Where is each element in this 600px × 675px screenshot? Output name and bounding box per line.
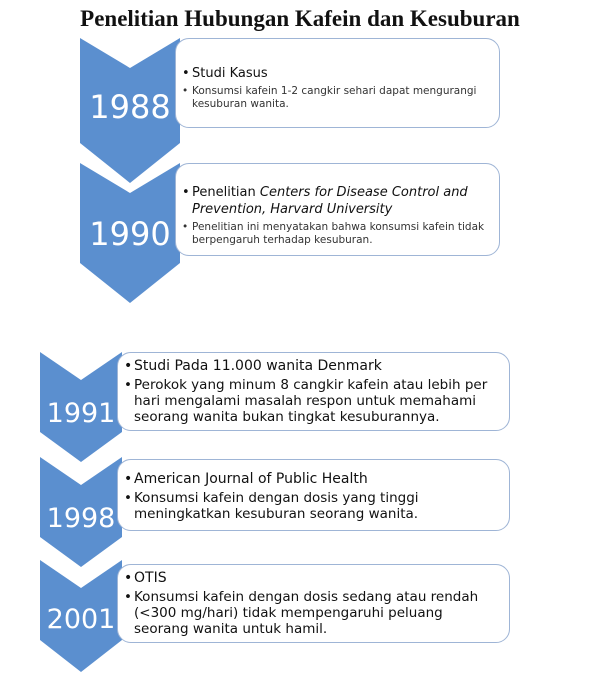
year-label: 1990 [89,215,171,253]
entry-heading [182,184,491,218]
year-label: 2001 [46,604,116,635]
year-label: 1988 [89,88,171,126]
entry-card [117,459,510,531]
entry-detail: • Konsumsi kafein 1-2 cangkir sehari dapat mengurangi kesuburan wanita. [182,85,491,111]
timeline-entry-1998 [40,457,510,567]
timeline-entry-1990 [80,163,500,308]
heading-prefix: Penelitian [192,185,256,200]
entry-heading: • Studi Kasus [182,65,491,82]
entry-detail: • Penelitian ini menyatakan bahwa konsumsi kafein tidak berpengaruh terhadap kesuburan. [182,221,491,247]
year-label: 1991 [46,398,116,429]
entry-detail: • Konsumsi kafein dengan dosis yang tinggi meningkatkan kesuburan seorang wanita. [124,490,501,522]
heading-institutions: Centers for Disease Control and Prevention, Harvard University [192,185,468,217]
entry-card [175,38,500,128]
entry-card [175,163,500,256]
entry-heading: • Studi Pada 11.000 wanita Denmark [124,357,501,375]
year-label: 1998 [46,503,116,534]
entry-detail: • Perokok yang minum 8 cangkir kafein atau lebih per hari mengalami masalah respon untuk memahami seorang wanita bukan tingkat kesuburannya. [124,377,501,425]
timeline-entry-1991 [40,352,510,462]
diagram-title: Penelitian Hubungan Kafein dan Kesuburan [80,6,520,31]
entry-card [117,352,510,431]
entry-detail: • Konsumsi kafein dengan dosis sedang atau rendah (<300 mg/hari) tidak mempengaruhi peluang seorang wanita untuk hamil. [124,589,501,637]
entry-heading: • OTIS [124,569,501,587]
entry-card [117,564,510,643]
entry-heading: • American Journal of Public Health [124,470,501,488]
timeline-entry-2001 [40,560,510,675]
